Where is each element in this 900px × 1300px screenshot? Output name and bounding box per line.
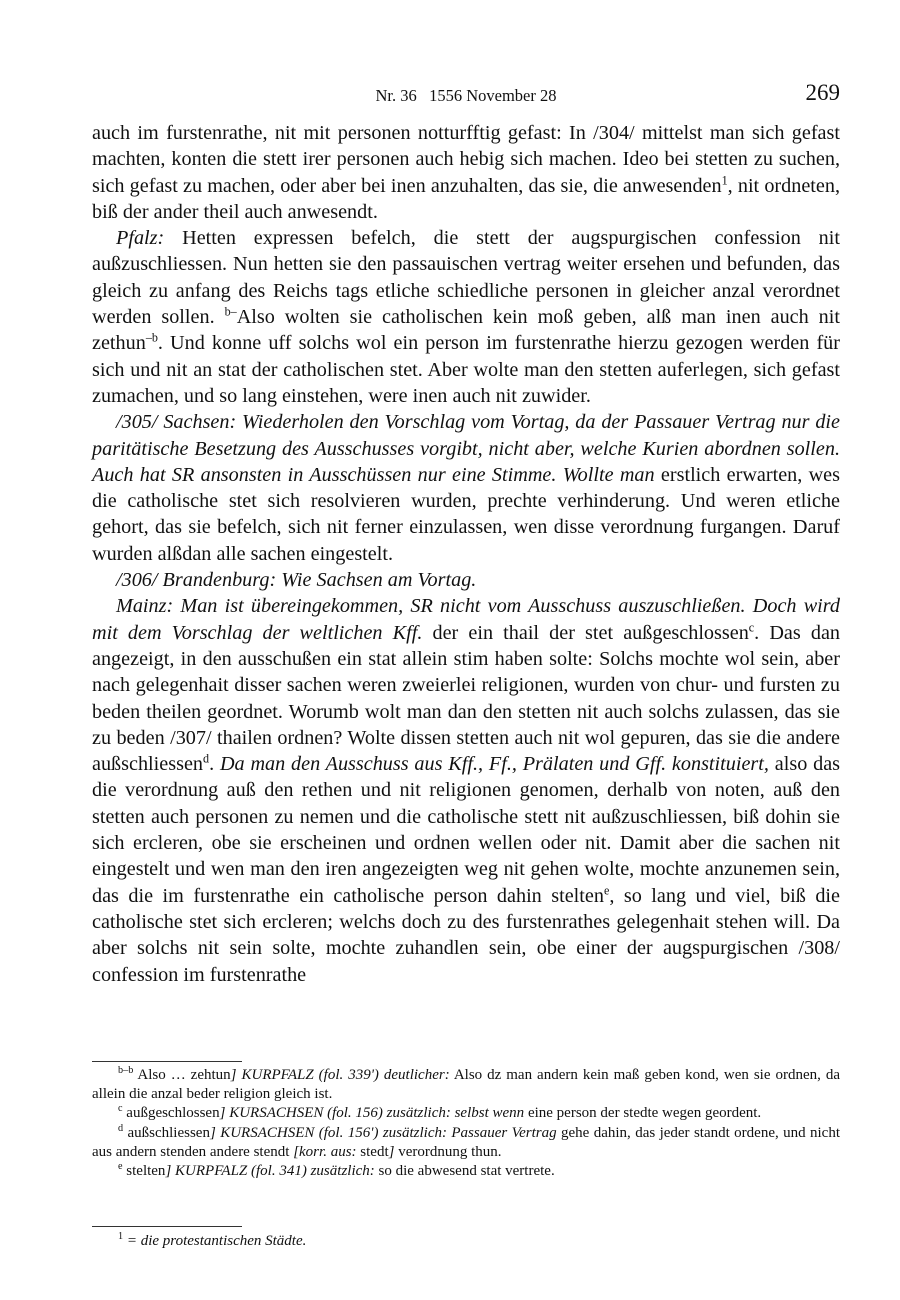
source-note: KURPFALZ (fol. 341) zusätzlich:: [171, 1163, 375, 1180]
variant-mark-b-close: –b: [145, 330, 158, 345]
editorial-summary: Mainz: Man ist übereingekommen, SR nicht vom Ausschuss auszuschließen. Doch wird mit dem Vorschlag der weltlichen Kff.: [92, 595, 840, 644]
footnote-mark: b–b: [118, 1065, 134, 1076]
editorial-summary: Da man den Ausschuss aus Kff., Ff., Prälaten und Gff. konstituiert,: [219, 753, 769, 776]
variant-mark-e: e: [603, 882, 610, 897]
page-number: 269: [805, 80, 840, 105]
variant-mark-d: d: [203, 751, 210, 766]
text-span: der ein thail der stet außgeschlossen: [422, 621, 749, 644]
paragraph-pfalz: [92, 225, 840, 409]
running-head: Nr. 36 1556 November 28: [375, 86, 557, 105]
footnote-text: verordnung thun.: [394, 1143, 502, 1160]
footnote-b: [92, 1066, 840, 1104]
footnote-d: [92, 1124, 840, 1162]
text-span: also das die verordnung auß den rethen und nit religionen genomen, derhalb von noten, auß den stetten auch personen zu nemen und die catholische stett nit außzuschliessen, biß dohin sie sich ercleren, obe sie erscheinen und ordnen wellen oder nit. Damit aber die sachen nit eingestelt und wen man den iren angezeigten weg nit gehen wolte, mochte anzunemen sein, das die im furstenrathe ein catholische person dahin stelten: [92, 753, 841, 907]
footnote-text: eine person der stedte wegen geordent.: [524, 1105, 762, 1122]
editorial-summary: /306/ Brandenburg: Wie Sachsen am Vortag.: [116, 569, 477, 592]
paragraph-brandenburg: [92, 567, 840, 593]
text-span: Hetten expressen befelch, die stett der augspurgischen confession nit außzuschliessen. Nun hetten sie den passauischen vertrag weiter ersehen und befunden, das gleich zu anfang des Reichs tags etliche schiedliche personen in gleicher anzal verordnet werden sollen.: [92, 227, 840, 329]
text-span: . Das dan angezeigt, in den ausschußen ein stat allein stim haben solte: Solchs mochte wol sein, aber nach gelegenhait disser sachen weren zweierlei religionen, wurden von chur- und fursten zu beden theilen geordnet. Worumb wolt man dan den stetten nit auch solchs zulassen, das sie zu beden /307/ thailen ordnen? Wolte dissen stetten auch nit wol gepuren, das sie die andere außschliessen: [92, 621, 840, 776]
paragraph-sachsen: [92, 409, 840, 567]
footnote-rule-notes: [92, 1226, 242, 1227]
text-span: .: [209, 753, 220, 776]
lemma: stelten: [122, 1163, 166, 1180]
main-text: [92, 120, 840, 988]
paragraph-continuation: [92, 120, 840, 225]
text-span: . Und konne uff solchs wol ein person im furstenrathe hierzu gezogen werden für sich und nit an stat der catholischen stet. Aber wolte man den stetten auferlegen, sich gefast zumachen, und so lang einstehen, were inen auch nit zuwider.: [92, 332, 840, 407]
lemma: außgeschlossen: [122, 1105, 220, 1122]
lemma-bracket: ]: [165, 1163, 172, 1180]
source-note: KURSACHSEN (fol. 156') zusätzlich: Passauer Vertrag: [215, 1124, 557, 1141]
footnote-mark: d: [118, 1122, 124, 1134]
lemma-bracket: ]: [219, 1105, 226, 1122]
text-span: auch im furstenrathe, nit mit personen notturfftig gefast: In /304/ mittelst man sich gefast machten, konten die stett irer personen auch hebig sich machen. Ideo bei stetten zu suchen, sich gefast zu machen, oder aber bei inen anzuhalten, das sie, die anwesenden: [92, 122, 840, 197]
text-span: , nit ordneten, biß der ander theil auch anwesendt.: [92, 174, 840, 223]
lemma: außschliessen: [123, 1124, 210, 1141]
page-header: [92, 80, 840, 110]
text-span: erstlich erwarten, wes die catholische stet sich resolvieren wurden, prechte verhinderung. Und weren etliche gehort, das sie befelch, sich nit ferner einzulassen, wen disse verordnung furgangen. Daruf wurden alßdan alle sachen eingestelt.: [92, 463, 841, 565]
source-note: KURPFALZ (fol. 339') deutlicher:: [236, 1067, 450, 1083]
speaker-label: Pfalz:: [116, 227, 165, 250]
footnote-text: stedt: [356, 1143, 389, 1160]
footnote-mark: e: [118, 1161, 123, 1173]
text-span: Also wolten sie catholischen kein moß geben, alß man inen auch nit zethun: [92, 306, 840, 355]
footnote-mark: c: [118, 1103, 123, 1115]
variant-mark-b-open: b–: [224, 304, 237, 319]
paragraph-mainz: [92, 593, 840, 987]
text-span: , so lang und viel, biß die catholische stet sich ercleren; welchs doch zu des furstenrathes gelegenhait stehen will. Da aber solchs nit sein solte, mochte zuhandlen sein, obe einer der augspurgischen /308/ confession im furstenrathe: [92, 884, 841, 986]
footnote-rule-variants: [92, 1061, 242, 1062]
footnote-text: so die abwesend stat vertrete.: [374, 1163, 555, 1180]
lemma: Also … zehtun: [133, 1067, 231, 1083]
footnote-ref-1: 1: [721, 172, 728, 187]
correction-bracket: ]: [388, 1143, 395, 1160]
correction-note: [korr. aus:: [293, 1143, 357, 1160]
lemma-bracket: ]: [230, 1067, 237, 1083]
editorial-summary: /305/ Sachsen: Wiederholen den Vorschlag vom Vortag, da der Passauer Vertrag nur die paritätische Besetzung des Ausschusses vorgibt, nicht aber, welche Kurien abordnen sollen. Auch hat SR ansonsten in Ausschüssen nur eine Stimme. Wollte man: [92, 411, 840, 486]
source-note: KURSACHSEN (fol. 156) zusätzlich: selbst wenn: [225, 1105, 525, 1122]
footnote-text: Also dz man andern kein maß geben kond, wen sie ordnen, da allein die anzal beder religion gleich ist.: [92, 1067, 840, 1103]
variant-mark-c: c: [748, 619, 755, 634]
footnote-e: [92, 1162, 840, 1181]
lemma-bracket: ]: [209, 1124, 216, 1141]
footnote-text: = die protestantischen Städte.: [123, 1233, 307, 1249]
footnote-c: [92, 1104, 840, 1123]
footnote-text: gehe dahin, das jeder standt ordene, und nicht aus andern stenden andere stendt: [92, 1124, 841, 1160]
commentary-footnotes: [92, 1232, 840, 1251]
footnote-1: [92, 1232, 840, 1251]
variant-footnotes: [92, 1066, 840, 1181]
footnote-mark: 1: [118, 1231, 124, 1242]
